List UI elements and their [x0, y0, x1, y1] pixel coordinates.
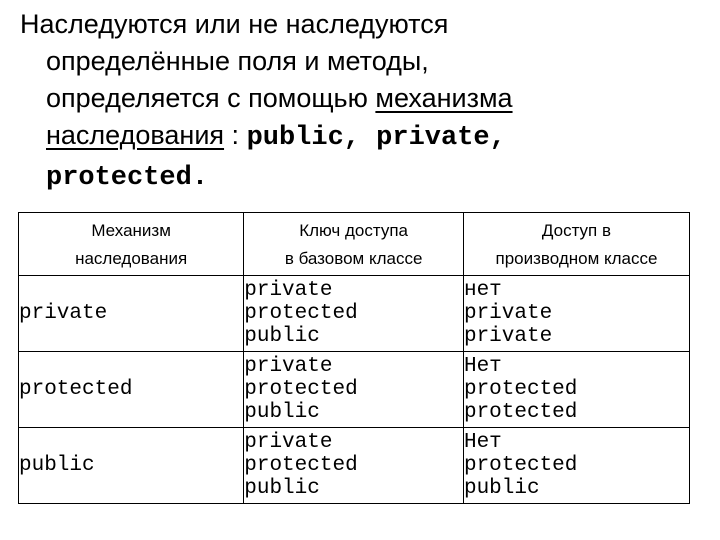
heading-line-1: Наследуются или не наследуются: [20, 9, 449, 39]
base-keys-cell: [244, 276, 464, 352]
inheritance-link-text: наследования: [46, 120, 225, 150]
derived-access: private: [463, 325, 553, 348]
base-key: public: [244, 325, 320, 348]
table-row: [19, 276, 690, 352]
mechanism-cell: protected: [19, 352, 244, 428]
derived-access-cell: [463, 352, 689, 428]
header-base-access-line1: Ключ доступа: [299, 221, 408, 240]
derived-access: protected: [463, 401, 578, 424]
mechanism-cell: public: [19, 428, 244, 504]
derived-access: public: [463, 477, 540, 500]
base-key: protected: [244, 302, 358, 325]
heading-line-3: [20, 80, 710, 117]
inheritance-table: [18, 212, 690, 504]
base-keys-cell: [244, 428, 464, 504]
derived-access: private: [463, 302, 553, 325]
base-key: private: [244, 355, 333, 378]
base-key: protected: [244, 454, 358, 477]
table-header-row: [19, 213, 690, 276]
header-derived-access: [463, 213, 689, 276]
header-base-access-line2: в базовом классе: [284, 249, 423, 268]
base-key: protected: [244, 378, 358, 401]
header-derived-access-line2: производном классе: [495, 249, 658, 268]
base-keys-cell: [244, 352, 464, 428]
base-key: private: [244, 279, 333, 302]
mechanism-cell: private: [19, 276, 244, 352]
derived-access-cell: [463, 428, 689, 504]
header-mechanism-line1: Механизм: [91, 221, 171, 240]
derived-access: Нет: [463, 355, 502, 378]
base-key: public: [244, 477, 320, 500]
derived-access: Нет: [463, 431, 502, 454]
heading-line-4: [20, 117, 710, 157]
header-derived-access-line1: Доступ в: [541, 221, 612, 240]
header-mechanism-line2: наследования: [75, 249, 188, 268]
heading-line-2: определённые поля и методы,: [46, 46, 429, 76]
header-base-access: [244, 213, 464, 276]
base-key: public: [244, 401, 320, 424]
keywords-code-end: protected.: [46, 163, 209, 193]
table-row: [19, 352, 690, 428]
heading-line-5: [20, 157, 710, 197]
derived-access: protected: [463, 454, 578, 477]
slide-heading: [20, 6, 710, 197]
mechanism-link-text: механизма: [375, 83, 513, 113]
derived-access-cell: [463, 276, 689, 352]
base-key: private: [244, 431, 333, 454]
derived-access: protected: [463, 378, 578, 401]
header-mechanism: [19, 213, 244, 276]
derived-access: нет: [463, 279, 502, 302]
heading-line-3-text: определяется с помощью: [46, 83, 376, 113]
keywords-code: public, private,: [246, 123, 506, 153]
heading-separator: :: [224, 120, 247, 150]
table-row: [19, 428, 690, 504]
